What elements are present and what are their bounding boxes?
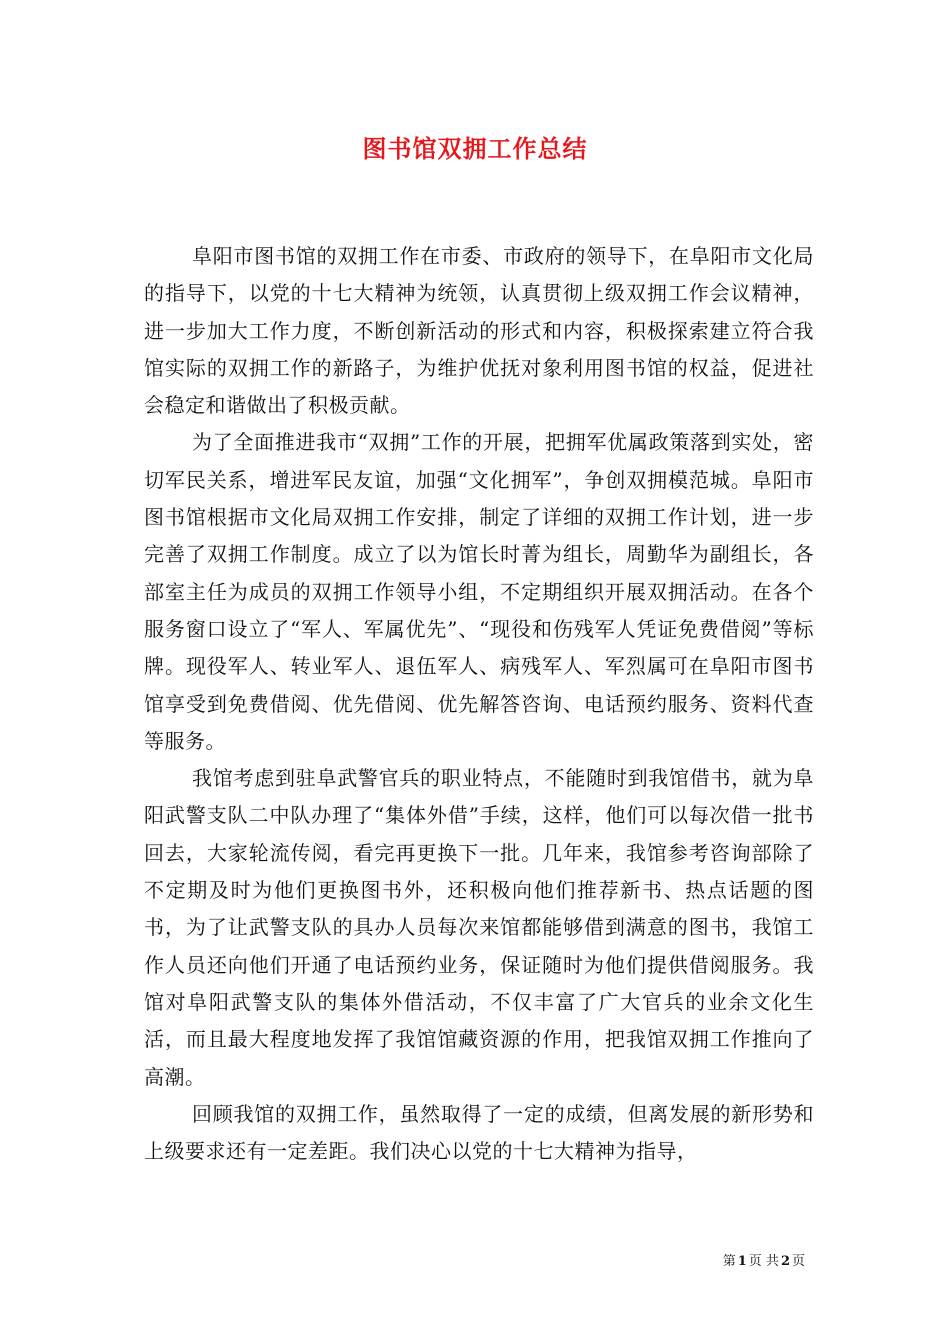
paragraph-4: 回顾我馆的双拥工作，虽然取得了一定的成绩，但离发展的新形势和上级要求还有一定差距。我们决心以党的十七大精神为指导， [144,1101,814,1164]
page-number-footer [723,1253,805,1271]
footer-prefix: 第 [722,1254,736,1269]
document-title: 图书馆双拥工作总结 [362,134,588,163]
total-page-number: 2 [780,1254,790,1269]
paragraph-2: 为了全面推进我市“双拥”工作的开展，把拥军优属政策落到实处，密切军民关系，增进军民友谊，加强“文化拥军”，争创双拥模范城。阜阳市图书馆根据市文化局双拥工作安排，制定了详细的双拥工作计划，进一步完善了双拥工作制度。成立了以为馆长时菁为组长，周勤华为副组长，各部室主任为成员的双拥工作领导小组，不定期组织开展双拥活动。在各个服务窗口设立了“军人、军属优先”、“现役和伤残军人凭证免费借阅”等标牌。现役军人、转业军人、退伍军人、病残军人、军烈属可在阜阳市图书馆享受到免费借阅、优先借阅、优先解答咨询、电话预约服务、资料代查等服务。 [144,430,814,753]
paragraph-3: 我馆考虑到驻阜武警官兵的职业特点，不能随时到我馆借书，就为阜阳武警支队二中队办理了“集体外借”手续，这样，他们可以每次借一批书回去，大家轮流传阅，看完再更换下一批。几年来，我馆参考咨询部除了不定期及时为他们更换图书外，还积极向他们推荐新书、热点话题的图书，为了让武警支队的具办人员每次来馆都能够借到满意的图书，我馆工作人员还向他们开通了电话预约业务，保证随时为他们提供借阅服务。我馆对阜阳武警支队的集体外借活动，不仅丰富了广大官兵的业余文化生活，而且最大程度地发挥了我馆馆藏资源的作用，把我馆双拥工作推向了高潮。 [144,766,814,1089]
footer-suffix: 页 [791,1254,805,1269]
current-page-number: 1 [737,1254,747,1269]
document-body [144,238,814,1170]
paragraph-1: 阜阳市图书馆的双拥工作在市委、市政府的领导下，在阜阳市文化局的指导下，以党的十七大精神为统领，认真贯彻上级双拥工作会议精神，进一步加大工作力度，不断创新活动的形式和内容，积极探索建立符合我馆实际的双拥工作的新路子，为维护优抚对象利用图书馆的权益，促进社会稳定和谐做出了积极贡献。 [144,244,814,418]
footer-middle: 页 共 [748,1254,779,1269]
